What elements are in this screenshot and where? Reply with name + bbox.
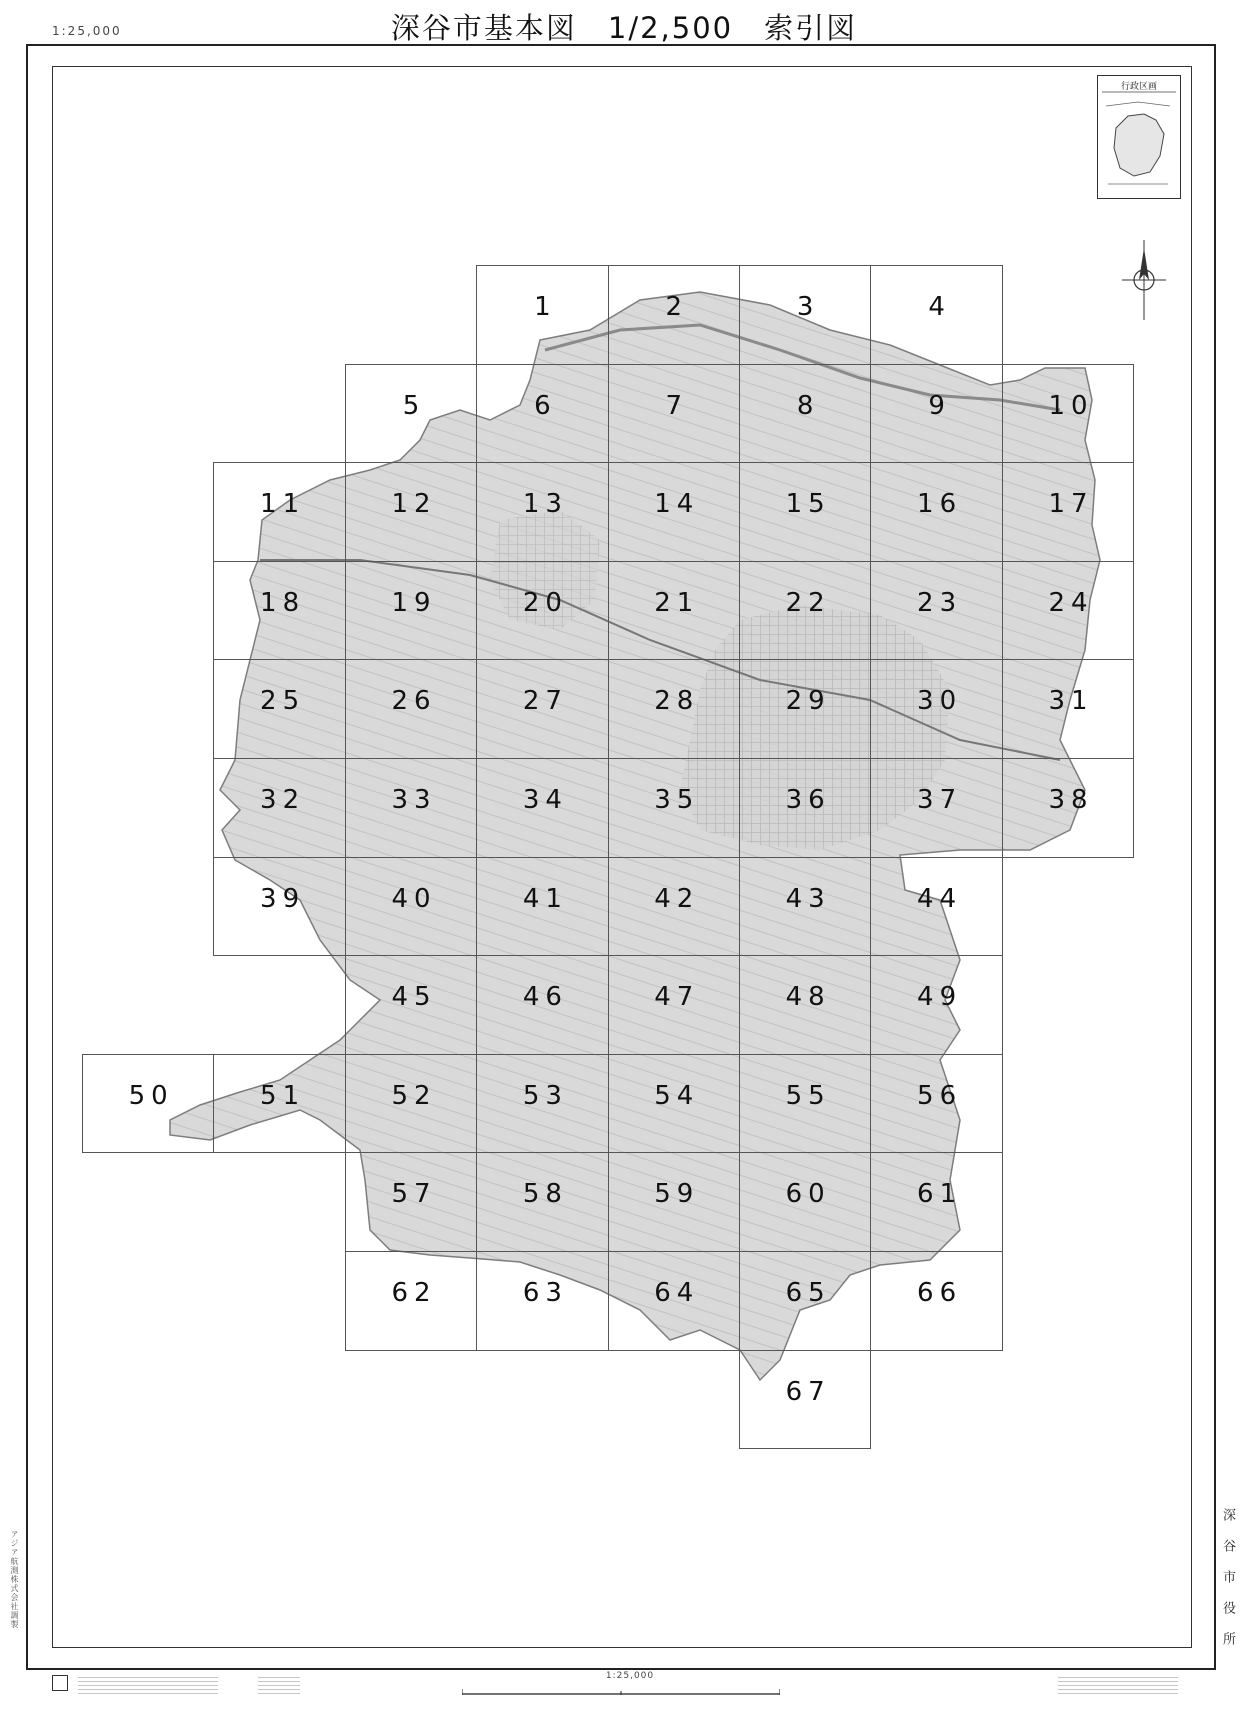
sheet-number: 13 [522, 489, 568, 520]
sheet-cell-44[interactable] [870, 857, 1002, 957]
sheet-number: 5 [402, 390, 426, 421]
sheet-cell-38[interactable] [1002, 758, 1134, 858]
sheet-cell-42[interactable] [608, 857, 740, 957]
sheet-cell-66[interactable] [870, 1251, 1002, 1351]
sheet-cell-22[interactable] [739, 561, 871, 661]
publisher-office-label: 深谷市役所 [1220, 1508, 1235, 1663]
sheet-cell-63[interactable] [476, 1251, 608, 1351]
sheet-number: 46 [522, 982, 568, 1013]
sheet-cell-39[interactable] [213, 857, 345, 957]
sheet-number: 8 [796, 390, 820, 421]
scale-bar [462, 1688, 780, 1696]
sheet-cell-59[interactable] [608, 1152, 740, 1252]
sheet-cell-14[interactable] [608, 462, 740, 562]
sheet-cell-61[interactable] [870, 1152, 1002, 1252]
sheet-cell-54[interactable] [608, 1054, 740, 1154]
sheet-cell-5[interactable] [345, 364, 477, 464]
sheet-cell-6[interactable] [476, 364, 608, 464]
sheet-cell-51[interactable] [213, 1054, 345, 1154]
sheet-cell-53[interactable] [476, 1054, 608, 1154]
sheet-number: 65 [785, 1278, 831, 1308]
sheet-number: 56 [917, 1080, 963, 1111]
sheet-number: 50 [128, 1080, 174, 1111]
sheet-number: 34 [522, 785, 568, 815]
sheet-cell-40[interactable] [345, 857, 477, 957]
sheet-number: 26 [391, 686, 437, 717]
sheet-cell-62[interactable] [345, 1251, 477, 1351]
sheet-cell-26[interactable] [345, 659, 477, 759]
map-maker-label: アジア航測株式会社調製 [10, 1530, 19, 1629]
sheet-number: 49 [917, 982, 963, 1013]
sheet-cell-24[interactable] [1002, 561, 1134, 661]
sheet-number: 33 [391, 785, 437, 815]
sheet-number: 25 [260, 686, 306, 717]
sheet-number: 35 [654, 785, 700, 815]
sheet-cell-41[interactable] [476, 857, 608, 957]
sheet-cell-13[interactable] [476, 462, 608, 562]
sheet-number: 51 [260, 1080, 306, 1111]
sheet-number: 17 [1048, 489, 1094, 520]
sheet-cell-56[interactable] [870, 1054, 1002, 1154]
sheet-number: 44 [917, 883, 963, 914]
sheet-cell-29[interactable] [739, 659, 871, 759]
sheet-number: 11 [260, 489, 306, 520]
sheet-number: 60 [785, 1179, 831, 1210]
sheet-cell-27[interactable] [476, 659, 608, 759]
sheet-cell-46[interactable] [476, 955, 608, 1055]
sheet-cell-48[interactable] [739, 955, 871, 1055]
sheet-number: 30 [917, 686, 963, 717]
sheet-number: 39 [260, 883, 306, 914]
sheet-cell-60[interactable] [739, 1152, 871, 1252]
sheet-cell-43[interactable] [739, 857, 871, 957]
sheet-number: 47 [654, 982, 700, 1013]
sheet-cell-37[interactable] [870, 758, 1002, 858]
sheet-number: 9 [928, 390, 951, 421]
sheet-cell-57[interactable] [345, 1152, 477, 1252]
sheet-number: 40 [391, 883, 437, 914]
sheet-number: 67 [785, 1376, 831, 1407]
sheet-cell-23[interactable] [870, 561, 1002, 661]
sheet-number: 61 [917, 1179, 963, 1210]
sheet-number: 10 [1048, 390, 1094, 421]
sheet-number: 23 [917, 587, 963, 618]
sheet-cell-1[interactable] [476, 265, 608, 365]
sheet-cell-3[interactable] [739, 265, 871, 365]
sheet-number: 48 [785, 982, 831, 1013]
sheet-number: 20 [522, 587, 568, 618]
page-title: 深谷市基本図 1/2,500 索引図 [390, 11, 858, 45]
sheet-number: 43 [785, 883, 831, 914]
sheet-cell-32[interactable] [213, 758, 345, 858]
sheet-cell-16[interactable] [870, 462, 1002, 562]
sheet-number: 66 [917, 1278, 963, 1308]
scale-label-top: 1:25,000 [52, 24, 122, 38]
sheet-number: 32 [260, 785, 306, 815]
sheet-cell-19[interactable] [345, 561, 477, 661]
sheet-cell-47[interactable] [608, 955, 740, 1055]
sheet-cell-17[interactable] [1002, 462, 1134, 562]
sheet-number: 12 [391, 489, 437, 520]
inset-outline [1098, 76, 1180, 198]
sheet-number: 1 [534, 292, 557, 322]
sheet-cell-55[interactable] [739, 1054, 871, 1154]
sheet-number: 64 [654, 1278, 700, 1308]
sheet-cell-15[interactable] [739, 462, 871, 562]
sheet-cell-30[interactable] [870, 659, 1002, 759]
sheet-number: 58 [522, 1179, 568, 1210]
sheet-cell-12[interactable] [345, 462, 477, 562]
legend-symbol-box [52, 1675, 68, 1691]
sheet-number: 41 [522, 883, 568, 914]
sheet-number: 63 [522, 1278, 568, 1308]
scale-label-bottom: 1:25,000 [605, 1671, 655, 1681]
sheet-number: 42 [654, 883, 700, 914]
sheet-cell-8[interactable] [739, 364, 871, 464]
sheet-cell-9[interactable] [870, 364, 1002, 464]
sheet-number: 55 [785, 1080, 831, 1111]
sheet-cell-18[interactable] [213, 561, 345, 661]
sheet-cell-52[interactable] [345, 1054, 477, 1154]
administrative-inset-map [1097, 75, 1181, 199]
inset-title: 行政区画 [1120, 82, 1157, 92]
sheet-cell-49[interactable] [870, 955, 1002, 1055]
sheet-number: 28 [654, 686, 700, 717]
fine-print-left [78, 1674, 218, 1696]
sheet-number: 2 [665, 292, 689, 322]
sheet-number: 36 [785, 785, 831, 815]
sheet-cell-36[interactable] [739, 758, 871, 858]
sheet-cell-21[interactable] [608, 561, 740, 661]
sheet-cell-20[interactable] [476, 561, 608, 661]
north-arrow-icon [1120, 238, 1168, 322]
sheet-number: 59 [654, 1179, 700, 1210]
sheet-number: 38 [1048, 785, 1094, 815]
sheet-cell-11[interactable] [213, 462, 345, 562]
sheet-number: 29 [785, 686, 831, 717]
sheet-number: 16 [917, 489, 963, 520]
sheet-number: 24 [1048, 587, 1094, 618]
sheet-cell-33[interactable] [345, 758, 477, 858]
sheet-number: 31 [1048, 686, 1094, 717]
sheet-number: 19 [391, 587, 437, 618]
fine-print-mid [258, 1674, 300, 1696]
sheet-cell-34[interactable] [476, 758, 608, 858]
sheet-cell-45[interactable] [345, 955, 477, 1055]
sheet-number: 22 [785, 587, 831, 618]
sheet-cell-65[interactable] [739, 1251, 871, 1351]
sheet-number: 53 [522, 1080, 568, 1111]
sheet-number: 62 [391, 1278, 437, 1308]
sheet-number: 27 [522, 686, 568, 717]
sheet-cell-2[interactable] [608, 265, 740, 365]
sheet-number: 57 [391, 1179, 437, 1210]
sheet-number: 21 [654, 587, 700, 618]
sheet-cell-35[interactable] [608, 758, 740, 858]
fine-print-right [1058, 1674, 1178, 1696]
sheet-cell-50[interactable] [82, 1054, 214, 1154]
sheet-cell-64[interactable] [608, 1251, 740, 1351]
sheet-cell-25[interactable] [213, 659, 345, 759]
sheet-cell-7[interactable] [608, 364, 740, 464]
sheet-number: 7 [665, 390, 689, 421]
sheet-cell-28[interactable] [608, 659, 740, 759]
sheet-number: 3 [796, 292, 820, 322]
sheet-number: 18 [260, 587, 306, 618]
sheet-number: 14 [654, 489, 700, 520]
sheet-cell-58[interactable] [476, 1152, 608, 1252]
sheet-number: 15 [785, 489, 831, 520]
sheet-number: 4 [928, 292, 951, 322]
sheet-cell-67[interactable] [739, 1350, 871, 1450]
sheet-number: 6 [534, 390, 557, 421]
sheet-cell-10[interactable] [1002, 364, 1134, 464]
sheet-cell-31[interactable] [1002, 659, 1134, 759]
sheet-number: 54 [654, 1080, 700, 1111]
sheet-number: 37 [917, 785, 963, 815]
sheet-number: 52 [391, 1080, 437, 1111]
sheet-number: 45 [391, 982, 437, 1013]
sheet-cell-4[interactable] [870, 265, 1002, 365]
